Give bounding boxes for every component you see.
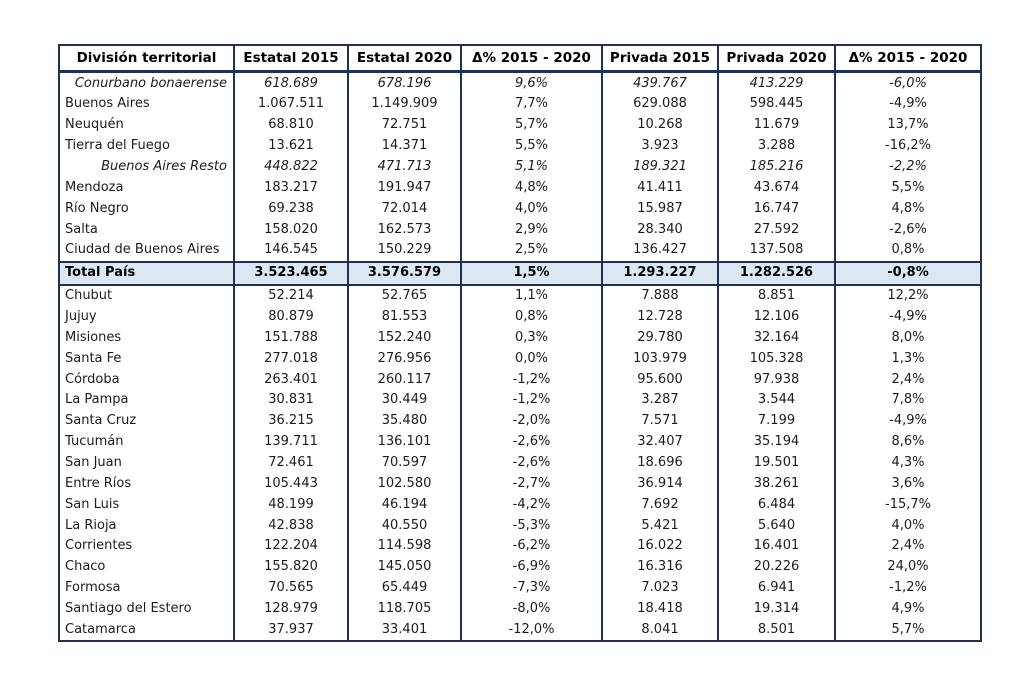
table-row — [59, 432, 981, 453]
value-cell: 185.216 — [718, 156, 835, 177]
value-cell: 3.288 — [718, 136, 835, 157]
column-header: Δ% 2015 - 2020 — [835, 45, 981, 72]
value-cell: 42.838 — [234, 515, 348, 536]
table-row — [59, 94, 981, 115]
value-cell: 7.888 — [602, 285, 718, 307]
value-cell: 72.461 — [234, 452, 348, 473]
value-cell: 8.501 — [718, 619, 835, 641]
value-cell: -6,0% — [835, 72, 981, 94]
value-cell: -2,2% — [835, 156, 981, 177]
table-row — [59, 473, 981, 494]
column-header: Privada 2020 — [718, 45, 835, 72]
row-label: Santa Cruz — [59, 411, 234, 432]
value-cell: 4,8% — [461, 177, 602, 198]
value-cell: -4,9% — [835, 411, 981, 432]
value-cell: 30.831 — [234, 390, 348, 411]
value-cell: 139.711 — [234, 432, 348, 453]
table-row — [59, 285, 981, 307]
value-cell: -2,6% — [835, 219, 981, 240]
row-label: Santa Fe — [59, 348, 234, 369]
value-cell: 158.020 — [234, 219, 348, 240]
row-label: San Juan — [59, 452, 234, 473]
value-cell: -2,6% — [461, 432, 602, 453]
value-cell: 2,4% — [835, 369, 981, 390]
value-cell: 6.484 — [718, 494, 835, 515]
value-cell: 3.576.579 — [348, 262, 461, 285]
row-label: Entre Ríos — [59, 473, 234, 494]
column-header: Privada 2015 — [602, 45, 718, 72]
value-cell: 0,8% — [835, 240, 981, 262]
value-cell: 189.321 — [602, 156, 718, 177]
value-cell: 30.449 — [348, 390, 461, 411]
value-cell: 8,0% — [835, 327, 981, 348]
row-label: Córdoba — [59, 369, 234, 390]
value-cell: -6,9% — [461, 557, 602, 578]
value-cell: 16.022 — [602, 536, 718, 557]
value-cell: 52.765 — [348, 285, 461, 307]
table-row — [59, 557, 981, 578]
value-cell: 52.214 — [234, 285, 348, 307]
row-label: La Pampa — [59, 390, 234, 411]
value-cell: 12,2% — [835, 285, 981, 307]
value-cell: 7,7% — [461, 94, 602, 115]
row-label: Buenos Aires — [59, 94, 234, 115]
table-row — [59, 390, 981, 411]
table-row — [59, 306, 981, 327]
value-cell: 97.938 — [718, 369, 835, 390]
row-label: Misiones — [59, 327, 234, 348]
value-cell: 46.194 — [348, 494, 461, 515]
value-cell: 81.553 — [348, 306, 461, 327]
row-label: Santiago del Estero — [59, 598, 234, 619]
value-cell: 27.592 — [718, 219, 835, 240]
value-cell: 263.401 — [234, 369, 348, 390]
value-cell: 114.598 — [348, 536, 461, 557]
value-cell: 48.199 — [234, 494, 348, 515]
value-cell: 191.947 — [348, 177, 461, 198]
table-row — [59, 536, 981, 557]
table-row — [59, 348, 981, 369]
row-label: Conurbano bonaerense — [59, 72, 234, 94]
table-row — [59, 369, 981, 390]
table-row — [59, 115, 981, 136]
value-cell: 3,6% — [835, 473, 981, 494]
value-cell: 136.101 — [348, 432, 461, 453]
value-cell: 32.407 — [602, 432, 718, 453]
table-row — [59, 411, 981, 432]
statistics-table — [58, 44, 982, 642]
value-cell: -0,8% — [835, 262, 981, 285]
value-cell: 7.692 — [602, 494, 718, 515]
value-cell: 260.117 — [348, 369, 461, 390]
value-cell: 4,0% — [461, 198, 602, 219]
value-cell: 1.293.227 — [602, 262, 718, 285]
value-cell: 72.751 — [348, 115, 461, 136]
value-cell: 598.445 — [718, 94, 835, 115]
value-cell: 19.314 — [718, 598, 835, 619]
row-label: Ciudad de Buenos Aires — [59, 240, 234, 262]
value-cell: -4,9% — [835, 94, 981, 115]
value-cell: 68.810 — [234, 115, 348, 136]
value-cell: 28.340 — [602, 219, 718, 240]
value-cell: -6,2% — [461, 536, 602, 557]
value-cell: 3.523.465 — [234, 262, 348, 285]
value-cell: 3.287 — [602, 390, 718, 411]
value-cell: 471.713 — [348, 156, 461, 177]
value-cell: -2,7% — [461, 473, 602, 494]
value-cell: 151.788 — [234, 327, 348, 348]
value-cell: 5,5% — [461, 136, 602, 157]
value-cell: 3.923 — [602, 136, 718, 157]
value-cell: 65.449 — [348, 578, 461, 599]
value-cell: 1.149.909 — [348, 94, 461, 115]
value-cell: 20.226 — [718, 557, 835, 578]
table-row — [59, 452, 981, 473]
value-cell: 29.780 — [602, 327, 718, 348]
value-cell: 277.018 — [234, 348, 348, 369]
value-cell: 19.501 — [718, 452, 835, 473]
value-cell: 7.199 — [718, 411, 835, 432]
value-cell: 162.573 — [348, 219, 461, 240]
value-cell: 128.979 — [234, 598, 348, 619]
table-row — [59, 198, 981, 219]
row-label: Chaco — [59, 557, 234, 578]
value-cell: 152.240 — [348, 327, 461, 348]
value-cell: 276.956 — [348, 348, 461, 369]
value-cell: 41.411 — [602, 177, 718, 198]
value-cell: -2,0% — [461, 411, 602, 432]
value-cell: 5.421 — [602, 515, 718, 536]
value-cell: 1,5% — [461, 262, 602, 285]
value-cell: 16.401 — [718, 536, 835, 557]
table-row — [59, 240, 981, 262]
value-cell: 105.328 — [718, 348, 835, 369]
table-row — [59, 327, 981, 348]
row-label: San Luis — [59, 494, 234, 515]
table-body — [59, 72, 981, 642]
value-cell: 413.229 — [718, 72, 835, 94]
value-cell: 5,7% — [835, 619, 981, 641]
row-label: Tucumán — [59, 432, 234, 453]
column-header: Δ% 2015 - 2020 — [461, 45, 602, 72]
row-label: Chubut — [59, 285, 234, 307]
value-cell: 15.987 — [602, 198, 718, 219]
value-cell: 40.550 — [348, 515, 461, 536]
value-cell: 2,4% — [835, 536, 981, 557]
column-header: Estatal 2015 — [234, 45, 348, 72]
value-cell: 69.238 — [234, 198, 348, 219]
value-cell: 38.261 — [718, 473, 835, 494]
value-cell: 4,9% — [835, 598, 981, 619]
value-cell: 13,7% — [835, 115, 981, 136]
value-cell: -16,2% — [835, 136, 981, 157]
value-cell: 439.767 — [602, 72, 718, 94]
value-cell: 3.544 — [718, 390, 835, 411]
value-cell: 11.679 — [718, 115, 835, 136]
value-cell: 5,7% — [461, 115, 602, 136]
value-cell: 678.196 — [348, 72, 461, 94]
header-row — [59, 45, 981, 72]
value-cell: 36.215 — [234, 411, 348, 432]
row-label: Neuquén — [59, 115, 234, 136]
row-label: Buenos Aires Resto — [59, 156, 234, 177]
value-cell: 13.621 — [234, 136, 348, 157]
row-label: Catamarca — [59, 619, 234, 641]
value-cell: 80.879 — [234, 306, 348, 327]
table-row — [59, 72, 981, 94]
value-cell: 37.937 — [234, 619, 348, 641]
value-cell: 5,1% — [461, 156, 602, 177]
value-cell: -4,9% — [835, 306, 981, 327]
value-cell: 4,8% — [835, 198, 981, 219]
value-cell: 118.705 — [348, 598, 461, 619]
value-cell: 1,3% — [835, 348, 981, 369]
value-cell: 137.508 — [718, 240, 835, 262]
value-cell: 70.565 — [234, 578, 348, 599]
row-label: Salta — [59, 219, 234, 240]
table-row — [59, 262, 981, 285]
value-cell: -8,0% — [461, 598, 602, 619]
value-cell: 5,5% — [835, 177, 981, 198]
row-label: Formosa — [59, 578, 234, 599]
value-cell: 0,0% — [461, 348, 602, 369]
value-cell: 145.050 — [348, 557, 461, 578]
value-cell: -5,3% — [461, 515, 602, 536]
value-cell: 122.204 — [234, 536, 348, 557]
value-cell: 150.229 — [348, 240, 461, 262]
value-cell: 1,1% — [461, 285, 602, 307]
value-cell: 24,0% — [835, 557, 981, 578]
value-cell: 12.728 — [602, 306, 718, 327]
column-header: División territorial — [59, 45, 234, 72]
value-cell: 0,8% — [461, 306, 602, 327]
value-cell: 8,6% — [835, 432, 981, 453]
value-cell: 18.418 — [602, 598, 718, 619]
value-cell: 10.268 — [602, 115, 718, 136]
value-cell: -4,2% — [461, 494, 602, 515]
value-cell: 7.023 — [602, 578, 718, 599]
value-cell: 146.545 — [234, 240, 348, 262]
value-cell: -7,3% — [461, 578, 602, 599]
value-cell: 36.914 — [602, 473, 718, 494]
value-cell: -1,2% — [461, 369, 602, 390]
value-cell: 16.747 — [718, 198, 835, 219]
value-cell: -12,0% — [461, 619, 602, 641]
value-cell: 32.164 — [718, 327, 835, 348]
value-cell: 629.088 — [602, 94, 718, 115]
value-cell: 33.401 — [348, 619, 461, 641]
value-cell: 1.282.526 — [718, 262, 835, 285]
table-row — [59, 598, 981, 619]
value-cell: 9,6% — [461, 72, 602, 94]
table-row — [59, 177, 981, 198]
value-cell: 4,3% — [835, 452, 981, 473]
value-cell: 43.674 — [718, 177, 835, 198]
value-cell: -1,2% — [461, 390, 602, 411]
table-row — [59, 156, 981, 177]
value-cell: 72.014 — [348, 198, 461, 219]
table-row — [59, 578, 981, 599]
value-cell: 6.941 — [718, 578, 835, 599]
value-cell: 7.571 — [602, 411, 718, 432]
value-cell: 35.480 — [348, 411, 461, 432]
value-cell: 155.820 — [234, 557, 348, 578]
row-label: Río Negro — [59, 198, 234, 219]
value-cell: 14.371 — [348, 136, 461, 157]
value-cell: 8.851 — [718, 285, 835, 307]
table-row — [59, 219, 981, 240]
row-label: La Rioja — [59, 515, 234, 536]
value-cell: -2,6% — [461, 452, 602, 473]
row-label: Total País — [59, 262, 234, 285]
table-row — [59, 494, 981, 515]
data-table — [58, 44, 982, 642]
value-cell: 0,3% — [461, 327, 602, 348]
row-label: Mendoza — [59, 177, 234, 198]
value-cell: 16.316 — [602, 557, 718, 578]
table-row — [59, 136, 981, 157]
value-cell: 618.689 — [234, 72, 348, 94]
row-label: Tierra del Fuego — [59, 136, 234, 157]
value-cell: 183.217 — [234, 177, 348, 198]
value-cell: 4,0% — [835, 515, 981, 536]
row-label: Jujuy — [59, 306, 234, 327]
value-cell: 7,8% — [835, 390, 981, 411]
value-cell: 5.640 — [718, 515, 835, 536]
value-cell: 70.597 — [348, 452, 461, 473]
value-cell: 2,5% — [461, 240, 602, 262]
value-cell: 12.106 — [718, 306, 835, 327]
value-cell: 136.427 — [602, 240, 718, 262]
value-cell: 103.979 — [602, 348, 718, 369]
row-label: Corrientes — [59, 536, 234, 557]
value-cell: 102.580 — [348, 473, 461, 494]
column-header: Estatal 2020 — [348, 45, 461, 72]
table-row — [59, 619, 981, 641]
value-cell: 105.443 — [234, 473, 348, 494]
value-cell: -15,7% — [835, 494, 981, 515]
table-row — [59, 515, 981, 536]
value-cell: -1,2% — [835, 578, 981, 599]
value-cell: 448.822 — [234, 156, 348, 177]
value-cell: 18.696 — [602, 452, 718, 473]
value-cell: 2,9% — [461, 219, 602, 240]
value-cell: 95.600 — [602, 369, 718, 390]
value-cell: 8.041 — [602, 619, 718, 641]
value-cell: 1.067.511 — [234, 94, 348, 115]
value-cell: 35.194 — [718, 432, 835, 453]
